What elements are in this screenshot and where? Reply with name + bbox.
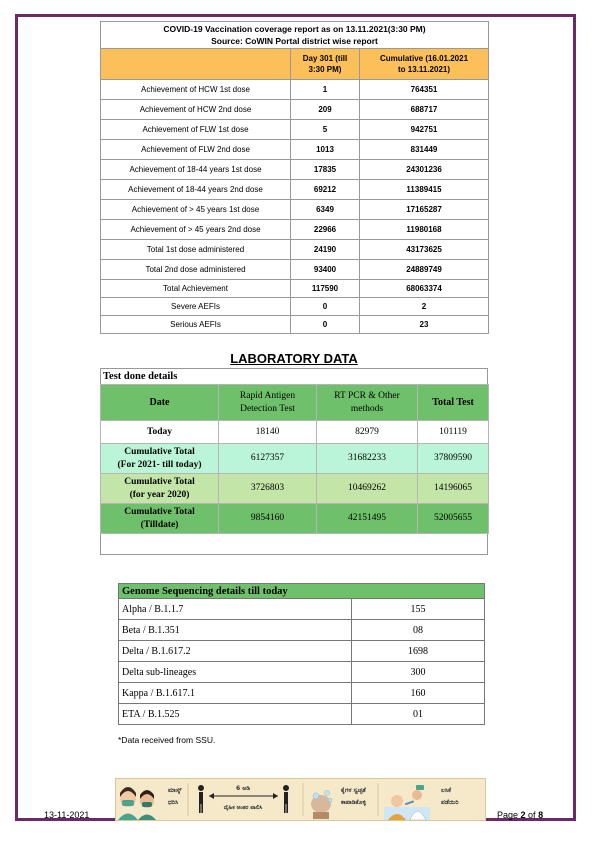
row-label-line1: Cumulative Total bbox=[124, 506, 195, 517]
row-rtpcr-value: 31682233 bbox=[317, 444, 418, 474]
table-row bbox=[101, 80, 489, 100]
header-rtpcr bbox=[317, 385, 418, 421]
genome-header-row bbox=[119, 584, 485, 599]
vaccination-title bbox=[101, 22, 489, 49]
table-row bbox=[101, 474, 489, 504]
variant-name: Beta / B.1.351 bbox=[119, 620, 352, 641]
row-cumulative-value: 24889749 bbox=[360, 260, 489, 280]
row-day-value: 6349 bbox=[291, 200, 360, 220]
wash-text-2: ಕಾಪಾಡಿಕೊಳ್ಳಿ bbox=[341, 799, 366, 806]
row-label: Severe AEFIs bbox=[101, 298, 291, 316]
table-row bbox=[101, 260, 489, 280]
row-cumulative-value: 68063374 bbox=[360, 280, 489, 298]
covid-behaviour-banner bbox=[115, 778, 486, 821]
header-day-line1: Day 301 (till bbox=[302, 54, 348, 63]
genome-title: Genome Sequencing details till today bbox=[119, 584, 485, 599]
row-label bbox=[101, 444, 219, 474]
vaccination-title-row bbox=[101, 22, 489, 49]
row-label-line1: Cumulative Total bbox=[124, 446, 195, 457]
row-label bbox=[101, 474, 219, 504]
table-row bbox=[119, 620, 485, 641]
variant-count: 155 bbox=[352, 599, 485, 620]
vaccination-title-line2: Source: CoWIN Portal district wise report bbox=[211, 36, 378, 46]
row-label-line2: (for year 2020) bbox=[129, 489, 190, 500]
variant-count: 1698 bbox=[352, 641, 485, 662]
variant-count: 300 bbox=[352, 662, 485, 683]
genome-table bbox=[118, 583, 485, 725]
table-row bbox=[101, 240, 489, 260]
row-rtpcr-value: 10469262 bbox=[317, 474, 418, 504]
table-row bbox=[119, 641, 485, 662]
row-cumulative-value: 831449 bbox=[360, 140, 489, 160]
distance-text-1: 6 ಅಡಿ bbox=[236, 785, 250, 792]
table-row bbox=[101, 444, 489, 474]
variant-name: Delta sub-lineages bbox=[119, 662, 352, 683]
header-rtpcr-line1: RT PCR & Other bbox=[334, 390, 400, 401]
row-label: Total 1st dose administered bbox=[101, 240, 291, 260]
row-label-line2: (For 2021- till today) bbox=[117, 459, 202, 470]
header-day-line2: 3:30 PM) bbox=[308, 65, 342, 74]
table-row bbox=[101, 421, 489, 444]
vaccination-header-cumulative bbox=[360, 49, 489, 80]
row-label: Achievement of > 45 years 2nd dose bbox=[101, 220, 291, 240]
table-row bbox=[101, 200, 489, 220]
page-current: 2 bbox=[520, 810, 526, 820]
table-row bbox=[101, 180, 489, 200]
table-row bbox=[119, 704, 485, 725]
vaccine-text-2: ಪಡೆಯಿರಿ bbox=[441, 799, 459, 806]
page-prefix: Page bbox=[497, 810, 521, 820]
row-cumulative-value: 43173625 bbox=[360, 240, 489, 260]
variant-count: 08 bbox=[352, 620, 485, 641]
hand-wash-icon bbox=[311, 791, 332, 820]
laboratory-title: LABORATORY DATA bbox=[230, 351, 358, 366]
page-number bbox=[497, 810, 543, 820]
row-cumulative-value: 24301236 bbox=[360, 160, 489, 180]
header-rat-line2: Detection Test bbox=[240, 403, 295, 414]
row-label-line1: Cumulative Total bbox=[124, 476, 195, 487]
table-row bbox=[119, 599, 485, 620]
row-day-value: 22966 bbox=[291, 220, 360, 240]
row-day-value: 69212 bbox=[291, 180, 360, 200]
table-row bbox=[101, 120, 489, 140]
table-row bbox=[101, 140, 489, 160]
row-cumulative-value: 942751 bbox=[360, 120, 489, 140]
row-label: Total 2nd dose administered bbox=[101, 260, 291, 280]
header-rat-line1: Rapid Antigen bbox=[239, 390, 296, 401]
header-cum-line1: Cumulative (16.01.2021 bbox=[379, 54, 469, 63]
row-cumulative-value: 688717 bbox=[360, 100, 489, 120]
row-total-value: 14196065 bbox=[418, 474, 489, 504]
row-day-value: 5 bbox=[291, 120, 360, 140]
vaccination-title-line1: COVID-19 Vaccination coverage report as on 13.11.2021(3:30 PM) bbox=[163, 24, 426, 34]
row-label-line2: (Tilldate) bbox=[140, 519, 179, 530]
row-cumulative-value: 17165287 bbox=[360, 200, 489, 220]
row-day-value: 0 bbox=[291, 298, 360, 316]
row-total-value: 37809590 bbox=[418, 444, 489, 474]
row-rat-value: 6127357 bbox=[219, 444, 317, 474]
row-day-value: 17835 bbox=[291, 160, 360, 180]
banner-illustrations bbox=[116, 779, 485, 820]
row-label bbox=[101, 504, 219, 534]
data-source-note: *Data received from SSU. bbox=[118, 735, 216, 745]
variant-name: Alpha / B.1.1.7 bbox=[119, 599, 352, 620]
mask-text-2: ಧರಿಸಿ bbox=[168, 799, 179, 806]
table-row bbox=[101, 220, 489, 240]
variant-count: 01 bbox=[352, 704, 485, 725]
row-total-value: 52005655 bbox=[418, 504, 489, 534]
mask-text-1: ಮಾಸ್ಕ್ bbox=[168, 787, 182, 794]
table-row bbox=[101, 280, 489, 298]
vaccination-header-blank bbox=[101, 49, 291, 80]
row-cumulative-value: 764351 bbox=[360, 80, 489, 100]
row-label: Serious AEFIs bbox=[101, 316, 291, 334]
row-day-value: 1013 bbox=[291, 140, 360, 160]
distance-text-2: ದೈಹಿಕ ಅಂತರ ಪಾಲಿಸಿ bbox=[223, 805, 263, 811]
variant-name: Kappa / B.1.617.1 bbox=[119, 683, 352, 704]
table-row bbox=[119, 683, 485, 704]
row-label: Achievement of 18-44 years 1st dose bbox=[101, 160, 291, 180]
masked-people-icon bbox=[118, 787, 156, 820]
page-of: of bbox=[525, 810, 539, 820]
row-label: Achievement of HCW 1st dose bbox=[101, 80, 291, 100]
row-day-value: 209 bbox=[291, 100, 360, 120]
row-cumulative-value: 11980168 bbox=[360, 220, 489, 240]
table-row bbox=[101, 100, 489, 120]
laboratory-caption: Test done details bbox=[103, 371, 178, 382]
table-row bbox=[101, 504, 489, 534]
header-rtpcr-line2: methods bbox=[350, 403, 384, 414]
footer-date: 13-11-2021 bbox=[44, 810, 90, 820]
row-label: Achievement of 18-44 years 2nd dose bbox=[101, 180, 291, 200]
row-label: Achievement of FLW 2nd dose bbox=[101, 140, 291, 160]
row-day-value: 1 bbox=[291, 80, 360, 100]
header-total: Total Test bbox=[418, 385, 489, 421]
variant-name: ETA / B.1.525 bbox=[119, 704, 352, 725]
row-rat-value: 3726803 bbox=[219, 474, 317, 504]
page-total: 8 bbox=[538, 810, 544, 820]
header-date: Date bbox=[101, 385, 219, 421]
variant-count: 160 bbox=[352, 683, 485, 704]
header-cum-line2: to 13.11.2021) bbox=[397, 65, 451, 74]
vaccination-icon bbox=[384, 785, 430, 820]
row-rtpcr-value: 82979 bbox=[317, 421, 418, 444]
table-row bbox=[101, 316, 489, 334]
row-total-value: 101119 bbox=[418, 421, 489, 444]
row-day-value: 0 bbox=[291, 316, 360, 334]
row-day-value: 93400 bbox=[291, 260, 360, 280]
row-cumulative-value: 23 bbox=[360, 316, 489, 334]
row-rat-value: 18140 bbox=[219, 421, 317, 444]
row-label: Achievement of > 45 years 1st dose bbox=[101, 200, 291, 220]
row-label: Today bbox=[101, 421, 219, 444]
wash-text-1: ಕೈಗಳ ಸ್ವಚ್ಛತೆ bbox=[341, 787, 366, 794]
table-row bbox=[101, 298, 489, 316]
laboratory-table bbox=[100, 384, 489, 534]
row-cumulative-value: 2 bbox=[360, 298, 489, 316]
row-day-value: 117590 bbox=[291, 280, 360, 298]
row-rtpcr-value: 42151495 bbox=[317, 504, 418, 534]
vaccination-table bbox=[100, 21, 489, 334]
table-row bbox=[101, 160, 489, 180]
row-label: Achievement of HCW 2nd dose bbox=[101, 100, 291, 120]
vaccination-header-day bbox=[291, 49, 360, 80]
row-label: Total Achievement bbox=[101, 280, 291, 298]
table-row bbox=[119, 662, 485, 683]
row-cumulative-value: 11389415 bbox=[360, 180, 489, 200]
variant-name: Delta / B.1.617.2 bbox=[119, 641, 352, 662]
vaccine-text-1: ಲಸಿಕೆ bbox=[441, 787, 452, 794]
header-rapid-antigen bbox=[219, 385, 317, 421]
row-day-value: 24190 bbox=[291, 240, 360, 260]
laboratory-header-row bbox=[101, 385, 489, 421]
row-rat-value: 9854160 bbox=[219, 504, 317, 534]
row-label: Achievement of FLW 1st dose bbox=[101, 120, 291, 140]
vaccination-header-row bbox=[101, 49, 489, 80]
